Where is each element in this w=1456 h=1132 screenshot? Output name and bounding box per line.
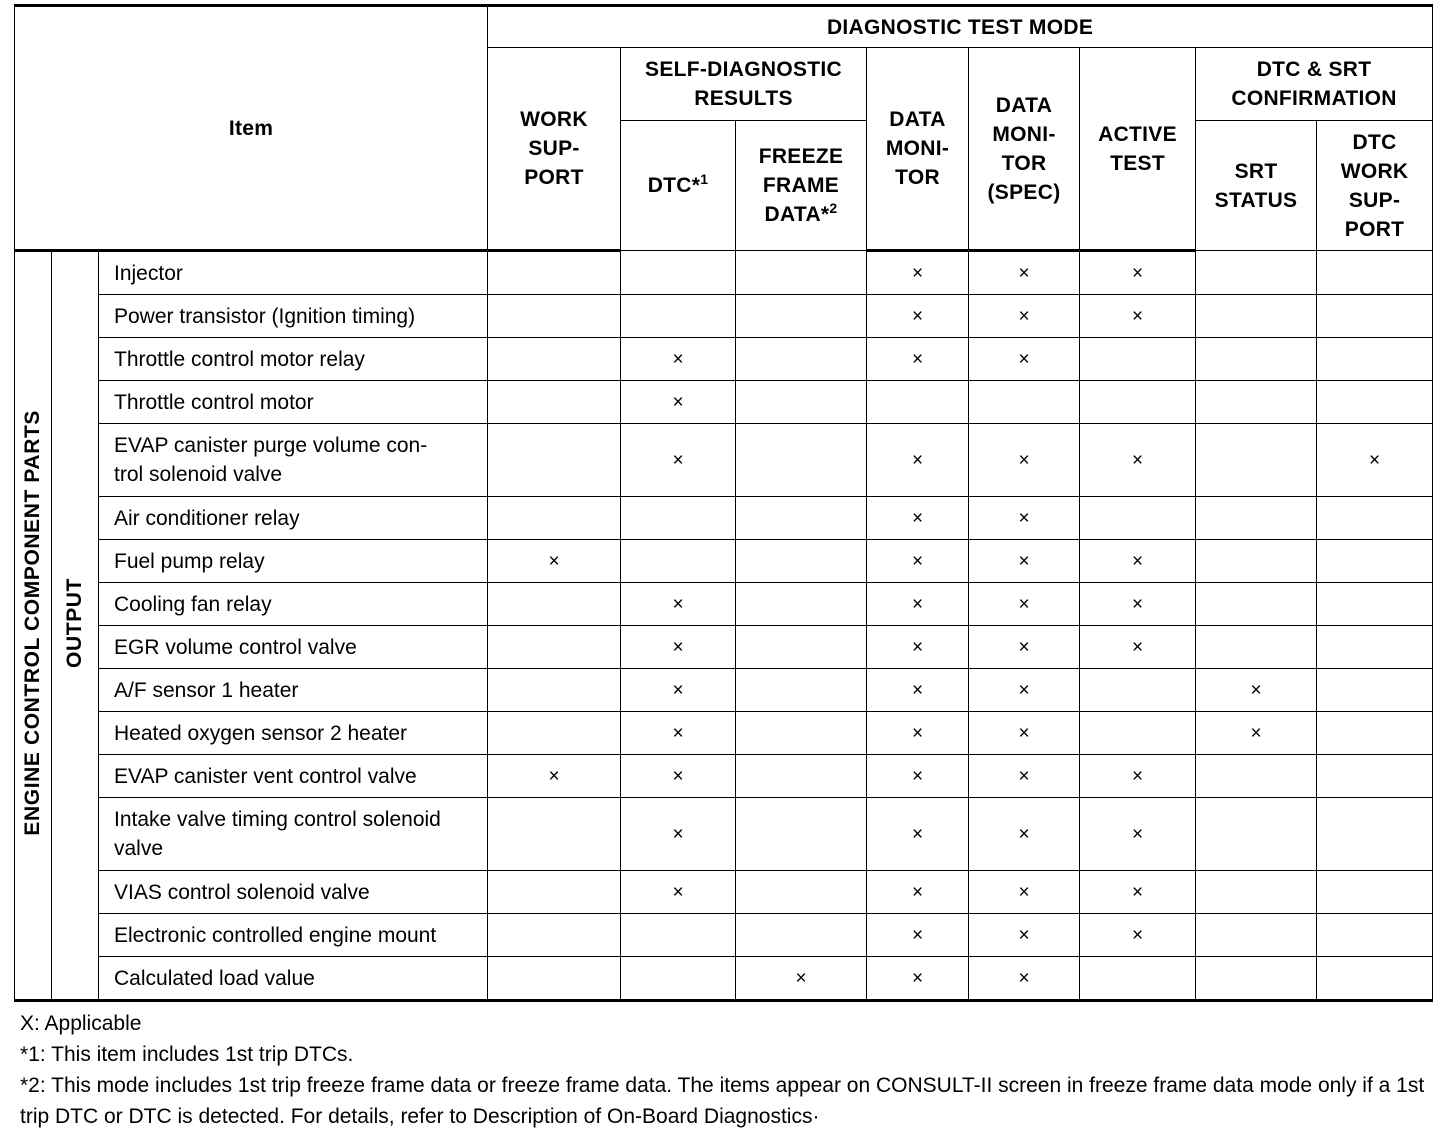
- mode-cell: [488, 338, 621, 381]
- mode-cell: [1196, 712, 1317, 755]
- applicable-mark: ×: [911, 680, 924, 701]
- applicable-mark: ×: [911, 766, 924, 787]
- mode-cell: [969, 914, 1080, 957]
- subcategory-label: [52, 251, 99, 1001]
- mode-cell: [488, 424, 621, 497]
- dtc-header: DTC*$^1$: [621, 121, 736, 251]
- mode-cell: [867, 497, 969, 540]
- table-row: [15, 381, 1433, 424]
- table-row: [15, 424, 1433, 497]
- diagnostic-test-mode-header: DIAGNOSTIC TEST MODE: [488, 6, 1433, 48]
- mode-cell: [867, 914, 969, 957]
- applicable-mark: ×: [672, 882, 684, 903]
- dtc-work-support-header: DTC WORK SUP- PORT: [1317, 121, 1433, 251]
- mode-cell: [969, 755, 1080, 798]
- item-cell: [99, 755, 488, 798]
- applicable-mark: ×: [911, 968, 924, 989]
- mode-cell: [621, 251, 736, 295]
- mode-cell: [867, 424, 969, 497]
- item-text: EVAP canister vent control valve: [114, 764, 417, 788]
- applicable-mark: ×: [672, 680, 684, 701]
- table-row: [15, 914, 1433, 957]
- mode-cell: [969, 424, 1080, 497]
- mode-cell: [621, 424, 736, 497]
- mode-cell: [736, 669, 867, 712]
- mode-cell: [488, 798, 621, 871]
- applicable-mark: ×: [548, 551, 560, 572]
- mode-cell: [867, 295, 969, 338]
- applicable-mark: ×: [672, 594, 684, 615]
- mode-cell: [1317, 957, 1433, 1001]
- category-label-text: ENGINE CONTROL COMPONENT PARTS: [21, 409, 44, 836]
- mode-cell: [736, 295, 867, 338]
- active-test-header: ACTIVE TEST: [1080, 48, 1196, 251]
- work-support-header: WORK SUP- PORT: [488, 48, 621, 251]
- mode-cell: [1080, 712, 1196, 755]
- document: [14, 4, 1432, 1132]
- mode-cell: [1196, 424, 1317, 497]
- mode-cell: [1196, 251, 1317, 295]
- mode-cell: [1196, 295, 1317, 338]
- applicable-mark: ×: [1131, 766, 1144, 787]
- applicable-mark: ×: [1018, 450, 1030, 471]
- applicable-mark: ×: [1018, 766, 1030, 787]
- mode-cell: [1080, 626, 1196, 669]
- note-2: *2: This mode includes 1st trip freeze frame data or freeze frame data. The items appear on CONSULT-II screen in freeze frame data mode only if a 1st trip DTC or DTC is detected. For details, refer to Description of On-Board Diagnostics·: [20, 1074, 1425, 1128]
- mode-cell: [488, 914, 621, 957]
- category-label: [15, 251, 52, 1001]
- mode-cell: [488, 669, 621, 712]
- table-row: [15, 626, 1433, 669]
- mode-cell: [1196, 626, 1317, 669]
- item-text: Throttle control motor relay: [114, 347, 365, 371]
- mode-cell: [621, 497, 736, 540]
- mode-cell: [488, 583, 621, 626]
- mode-cell: [969, 798, 1080, 871]
- mode-cell: [1196, 957, 1317, 1001]
- mode-cell: [1196, 338, 1317, 381]
- mode-cell: [621, 957, 736, 1001]
- item-text: Intake valve timing control solenoid: [114, 808, 441, 831]
- applicable-mark: ×: [911, 263, 924, 284]
- mode-cell: [488, 712, 621, 755]
- mode-cell: [867, 755, 969, 798]
- note-applicable: X: Applicable: [20, 1012, 142, 1035]
- applicable-mark: ×: [1018, 723, 1030, 744]
- mode-cell: [969, 251, 1080, 295]
- mode-cell: [969, 583, 1080, 626]
- mode-cell: [1317, 669, 1433, 712]
- mode-cell: [1080, 497, 1196, 540]
- mode-cell: [621, 338, 736, 381]
- applicable-mark: ×: [1018, 349, 1030, 370]
- applicable-mark: ×: [1131, 551, 1144, 572]
- mode-cell: [1317, 798, 1433, 871]
- mode-cell: [1317, 338, 1433, 381]
- mode-cell: [1196, 381, 1317, 424]
- subcategory-label-text: OUTPUT: [63, 577, 86, 668]
- applicable-mark: ×: [1018, 824, 1030, 845]
- mode-cell: [488, 755, 621, 798]
- table-row: [15, 957, 1433, 1001]
- applicable-mark: ×: [1018, 925, 1030, 946]
- item-cell: [99, 914, 488, 957]
- item-cell: [99, 424, 488, 497]
- item-cell: [99, 626, 488, 669]
- item-text: EVAP canister purge volume con-: [114, 434, 428, 457]
- applicable-mark: ×: [1018, 263, 1030, 284]
- footnotes: [14, 1008, 1432, 1132]
- applicable-mark: ×: [1018, 680, 1030, 701]
- table-row: [15, 251, 1433, 295]
- mode-cell: [1317, 497, 1433, 540]
- mode-cell: [1317, 626, 1433, 669]
- mode-cell: [488, 251, 621, 295]
- applicable-mark: ×: [1131, 637, 1144, 658]
- item-text: Air conditioner relay: [114, 506, 300, 530]
- mode-cell: [736, 540, 867, 583]
- item-cell: [99, 251, 488, 295]
- mode-cell: [1080, 295, 1196, 338]
- mode-cell: [736, 497, 867, 540]
- freeze-frame-header: FREEZE FRAME DATA*$^2$: [736, 121, 867, 251]
- applicable-mark: ×: [1131, 824, 1144, 845]
- applicable-mark: ×: [911, 723, 924, 744]
- applicable-mark: ×: [1250, 680, 1262, 701]
- mode-cell: [969, 957, 1080, 1001]
- applicable-mark: ×: [911, 450, 924, 471]
- mode-cell: [867, 957, 969, 1001]
- table-row: [15, 669, 1433, 712]
- mode-cell: [621, 914, 736, 957]
- item-text: Heated oxygen sensor 2 heater: [114, 721, 408, 745]
- applicable-mark: ×: [911, 508, 924, 529]
- mode-cell: [621, 669, 736, 712]
- mode-cell: [1080, 381, 1196, 424]
- mode-cell: [621, 871, 736, 914]
- mode-cell: [1196, 871, 1317, 914]
- mode-cell: [867, 381, 969, 424]
- mode-cell: [969, 626, 1080, 669]
- mode-cell: [1317, 295, 1433, 338]
- srt-status-header: SRT STATUS: [1196, 121, 1317, 251]
- mode-cell: [736, 583, 867, 626]
- mode-cell: [1080, 424, 1196, 497]
- item-text: VIAS control solenoid valve: [114, 880, 370, 904]
- mode-cell: [736, 381, 867, 424]
- diagnostic-mode-table: [14, 4, 1433, 1002]
- mode-cell: [969, 712, 1080, 755]
- applicable-mark: ×: [672, 349, 684, 370]
- item-text: Electronic controlled engine mount: [114, 923, 437, 947]
- mode-cell: [867, 712, 969, 755]
- mode-cell: [1080, 338, 1196, 381]
- mode-cell: [488, 626, 621, 669]
- mode-cell: [736, 424, 867, 497]
- mode-cell: [1317, 914, 1433, 957]
- table-row: [15, 540, 1433, 583]
- item-text: EGR volume control valve: [114, 635, 357, 659]
- applicable-mark: ×: [911, 882, 924, 903]
- data-monitor-spec-header: DATA MONI- TOR (SPEC): [969, 48, 1080, 251]
- mode-cell: [867, 871, 969, 914]
- mode-cell: [488, 957, 621, 1001]
- applicable-mark: ×: [911, 551, 924, 572]
- item-cell: [99, 583, 488, 626]
- applicable-mark: ×: [548, 766, 560, 787]
- applicable-mark: ×: [1018, 594, 1030, 615]
- mode-cell: [969, 669, 1080, 712]
- item-text: Cooling fan relay: [114, 592, 272, 616]
- applicable-mark: ×: [1250, 723, 1262, 744]
- item-text: Power transistor (Ignition timing): [114, 304, 416, 328]
- applicable-mark: ×: [1018, 306, 1030, 327]
- mode-cell: [867, 583, 969, 626]
- mode-cell: [488, 295, 621, 338]
- mode-cell: [969, 295, 1080, 338]
- item-cell: [99, 381, 488, 424]
- applicable-mark: ×: [1018, 637, 1030, 658]
- note-1: *1: This item includes 1st trip DTCs.: [20, 1043, 354, 1066]
- item-text: Throttle control motor: [114, 390, 314, 414]
- table-body: [15, 251, 1433, 1001]
- applicable-mark: ×: [672, 824, 684, 845]
- table-row: [15, 583, 1433, 626]
- mode-cell: [736, 957, 867, 1001]
- mode-cell: [736, 755, 867, 798]
- mode-cell: [1080, 914, 1196, 957]
- item-text: Fuel pump relay: [114, 549, 265, 573]
- mode-cell: [736, 712, 867, 755]
- mode-cell: [1196, 540, 1317, 583]
- applicable-mark: ×: [911, 349, 924, 370]
- mode-cell: [736, 798, 867, 871]
- mode-cell: [1080, 540, 1196, 583]
- mode-cell: [1080, 798, 1196, 871]
- mode-cell: [488, 381, 621, 424]
- mode-cell: [621, 295, 736, 338]
- applicable-mark: ×: [1018, 968, 1030, 989]
- mode-cell: [1317, 712, 1433, 755]
- table-row: [15, 497, 1433, 540]
- applicable-mark: ×: [672, 450, 684, 471]
- applicable-mark: ×: [1018, 882, 1030, 903]
- applicable-mark: ×: [672, 637, 684, 658]
- mode-cell: [867, 338, 969, 381]
- mode-cell: [621, 626, 736, 669]
- applicable-mark: ×: [1131, 263, 1144, 284]
- item-text: Calculated load value: [114, 966, 315, 990]
- applicable-mark: ×: [1018, 551, 1030, 572]
- mode-cell: [1196, 497, 1317, 540]
- item-cell: [99, 957, 488, 1001]
- mode-cell: [1080, 669, 1196, 712]
- mode-cell: [1080, 583, 1196, 626]
- table-row: [15, 338, 1433, 381]
- mode-cell: [1196, 798, 1317, 871]
- mode-cell: [621, 755, 736, 798]
- mode-cell: [969, 497, 1080, 540]
- mode-cell: [1196, 669, 1317, 712]
- mode-cell: [867, 540, 969, 583]
- applicable-mark: ×: [672, 766, 684, 787]
- mode-cell: [621, 540, 736, 583]
- item-cell: [99, 295, 488, 338]
- mode-cell: [736, 871, 867, 914]
- dtc-srt-confirmation-header: DTC & SRT CONFIRMATION: [1196, 48, 1433, 121]
- table-row: [15, 871, 1433, 914]
- self-diagnostic-results-header: SELF-DIAGNOSTIC RESULTS: [621, 48, 867, 121]
- applicable-mark: ×: [911, 824, 924, 845]
- mode-cell: [969, 381, 1080, 424]
- applicable-mark: ×: [911, 637, 924, 658]
- applicable-mark: ×: [672, 392, 684, 413]
- item-cell: [99, 338, 488, 381]
- item-cell: [99, 712, 488, 755]
- item-text: trol solenoid valve: [114, 463, 283, 486]
- mode-cell: [1080, 871, 1196, 914]
- item-cell: [99, 871, 488, 914]
- applicable-mark: ×: [911, 594, 924, 615]
- applicable-mark: ×: [911, 306, 924, 327]
- table-row: [15, 295, 1433, 338]
- item-cell: [99, 798, 488, 871]
- item-cell: [99, 540, 488, 583]
- applicable-mark: ×: [1131, 450, 1144, 471]
- mode-cell: [867, 251, 969, 295]
- mode-cell: [736, 251, 867, 295]
- mode-cell: [1317, 251, 1433, 295]
- mode-cell: [621, 712, 736, 755]
- applicable-mark: ×: [1131, 882, 1144, 903]
- mode-cell: [867, 626, 969, 669]
- mode-cell: [488, 871, 621, 914]
- applicable-mark: ×: [911, 925, 924, 946]
- mode-cell: [1080, 957, 1196, 1001]
- mode-cell: [1317, 424, 1433, 497]
- mode-cell: [621, 798, 736, 871]
- applicable-mark: ×: [1131, 594, 1144, 615]
- mode-cell: [1080, 755, 1196, 798]
- mode-cell: [1196, 583, 1317, 626]
- applicable-mark: ×: [1131, 925, 1144, 946]
- mode-cell: [488, 497, 621, 540]
- mode-cell: [1317, 540, 1433, 583]
- mode-cell: [1317, 583, 1433, 626]
- table-row: [15, 755, 1433, 798]
- item-text: valve: [114, 837, 164, 860]
- mode-cell: [969, 338, 1080, 381]
- mode-cell: [1317, 755, 1433, 798]
- item-text: A/F sensor 1 heater: [114, 678, 299, 702]
- mode-cell: [867, 669, 969, 712]
- item-cell: [99, 497, 488, 540]
- applicable-mark: ×: [795, 968, 807, 989]
- mode-cell: [1196, 914, 1317, 957]
- mode-cell: [867, 798, 969, 871]
- mode-cell: [736, 338, 867, 381]
- mode-cell: [1196, 755, 1317, 798]
- mode-cell: [1317, 871, 1433, 914]
- mode-cell: [1080, 251, 1196, 295]
- mode-cell: [621, 583, 736, 626]
- item-header: Item: [15, 6, 488, 251]
- item-cell: [99, 669, 488, 712]
- table-row: [15, 798, 1433, 871]
- mode-cell: [488, 540, 621, 583]
- applicable-mark: ×: [672, 723, 684, 744]
- mode-cell: [969, 540, 1080, 583]
- applicable-mark: ×: [1018, 508, 1030, 529]
- applicable-mark: ×: [1131, 306, 1144, 327]
- item-text: Injector: [114, 261, 183, 285]
- mode-cell: [736, 626, 867, 669]
- mode-cell: [969, 871, 1080, 914]
- applicable-mark: ×: [1368, 450, 1381, 471]
- mode-cell: [1317, 381, 1433, 424]
- mode-cell: [621, 381, 736, 424]
- table-row: [15, 712, 1433, 755]
- mode-cell: [736, 914, 867, 957]
- data-monitor-header: DATA MONI- TOR: [867, 48, 969, 251]
